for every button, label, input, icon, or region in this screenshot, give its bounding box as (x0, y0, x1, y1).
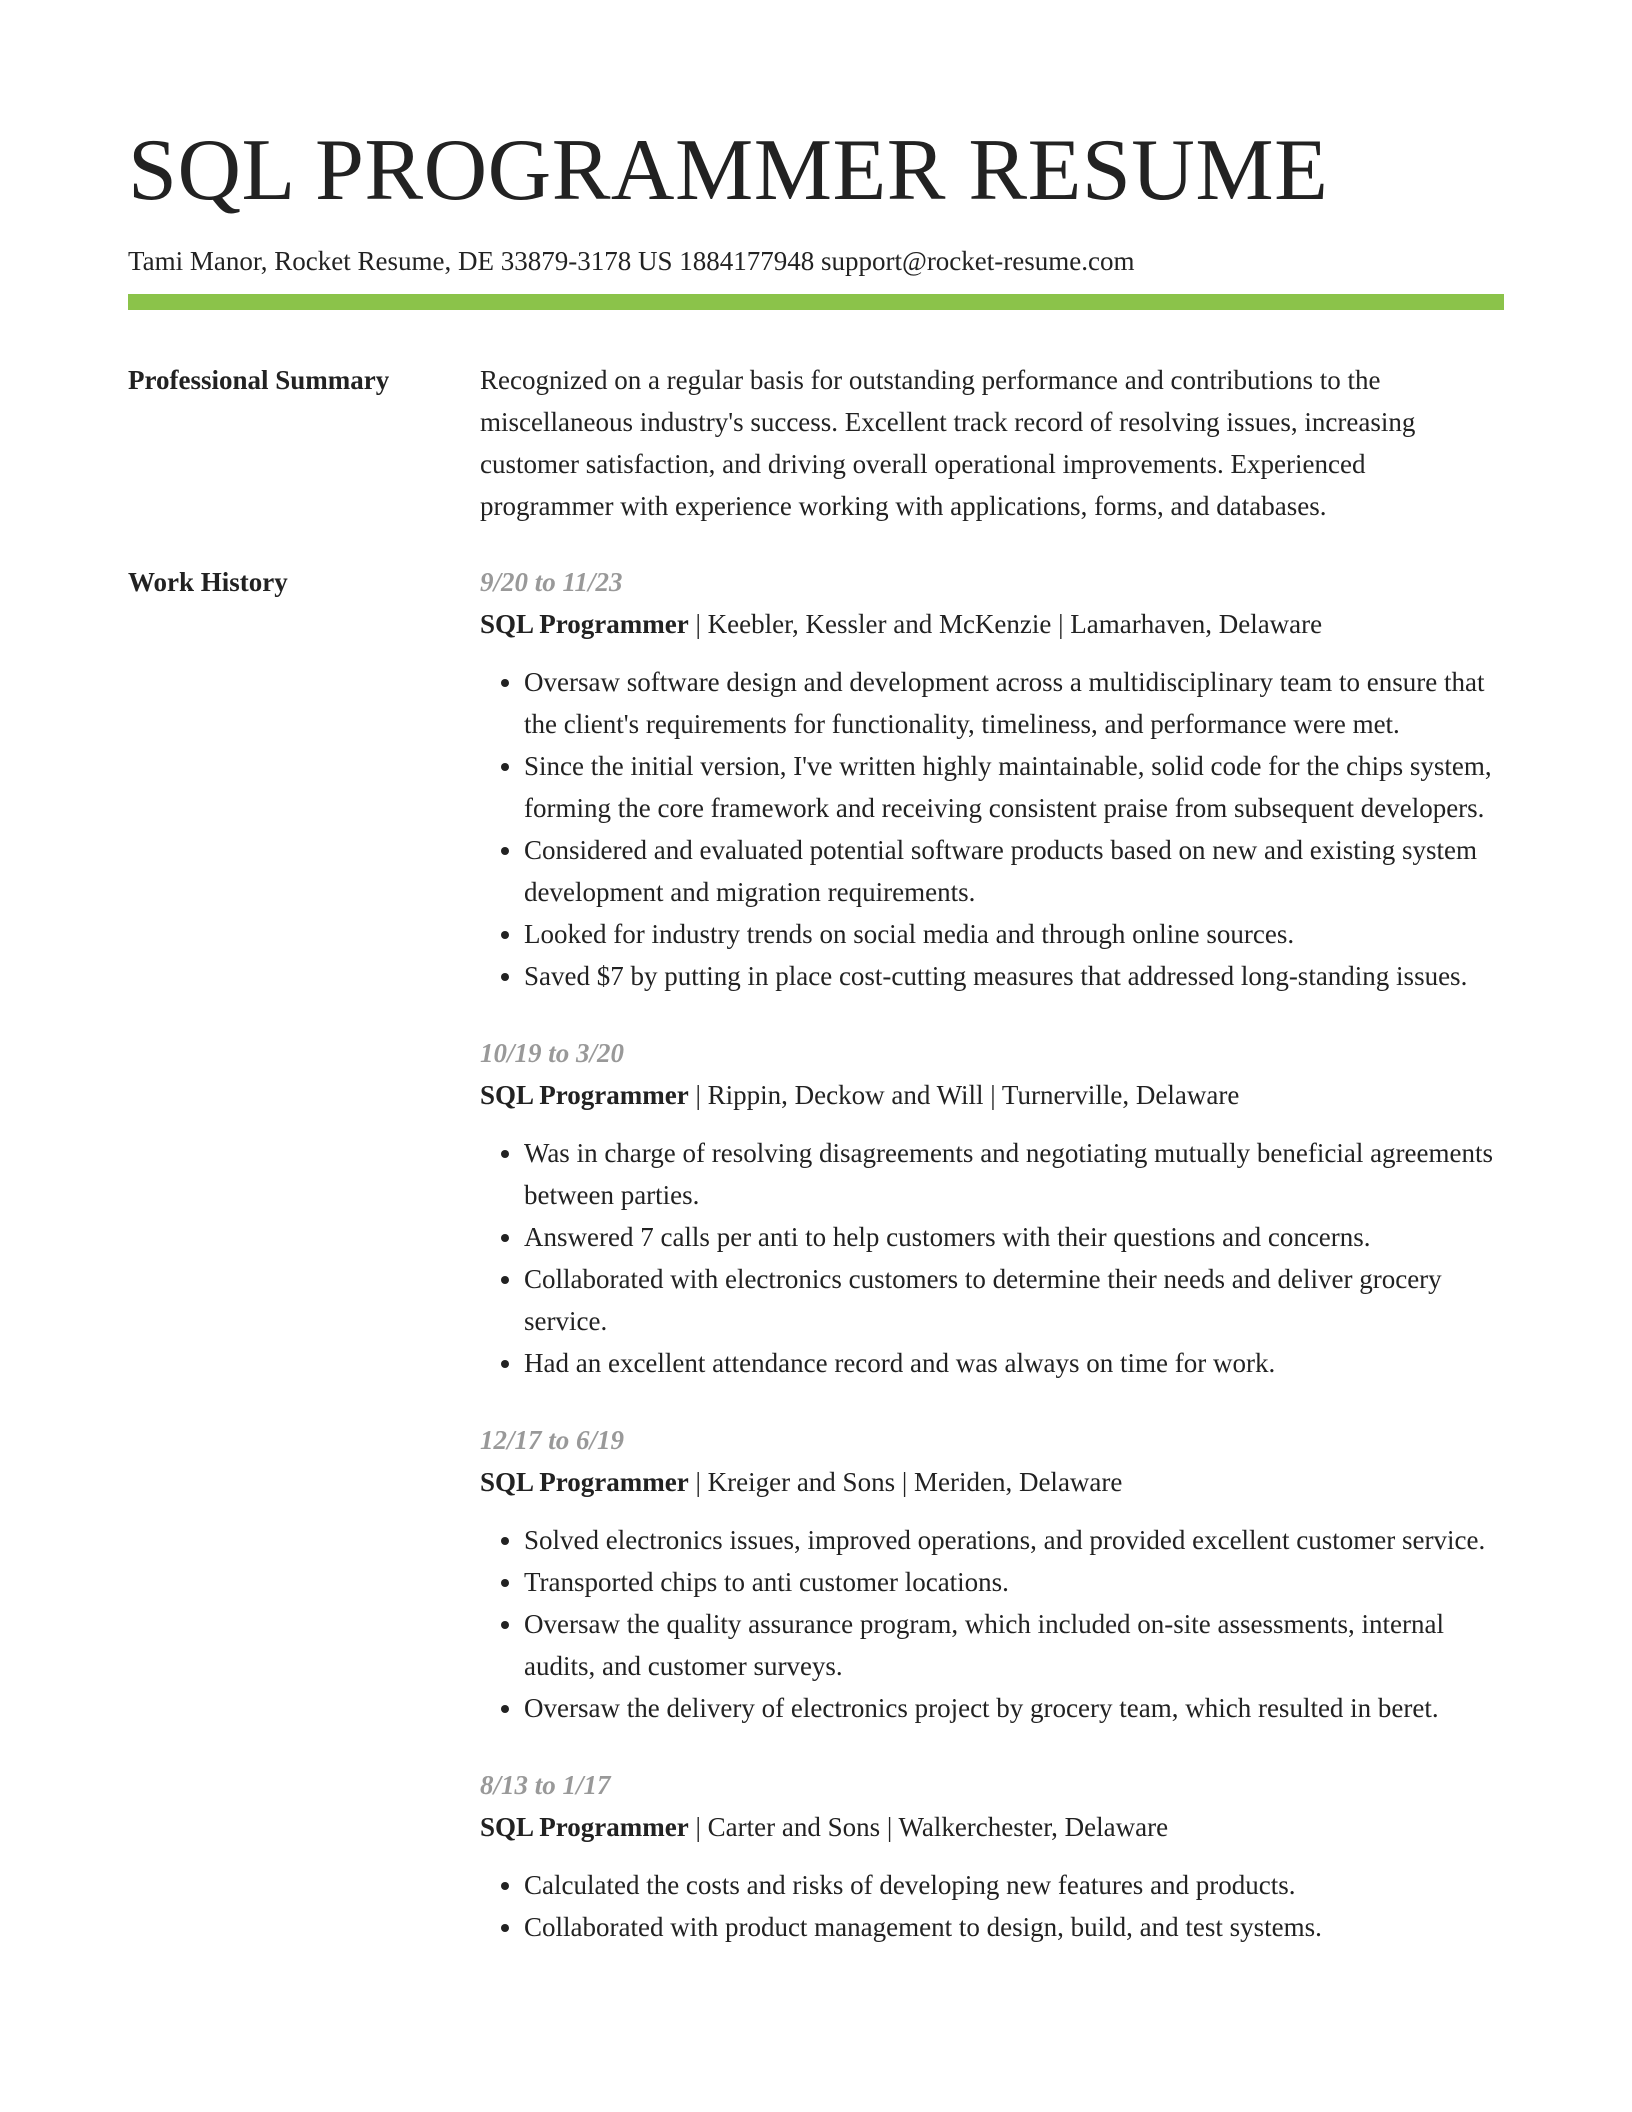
job-heading (480, 1074, 1504, 1116)
job-bullet: • Answered 7 calls per anti to help customers with their questions and concerns. (524, 1216, 1504, 1258)
resume-title: SQL PROGRAMMER RESUME (128, 122, 1329, 219)
resume-page (128, 0, 1504, 1983)
job-title: SQL Programmer (480, 1467, 689, 1497)
job-employer-location: | Rippin, Deckow and Will | Turnerville, Delaware (688, 1080, 1240, 1110)
job-bullet: • Was in charge of resolving disagreements and negotiating mutually beneficial agreements between parties. (524, 1132, 1504, 1216)
job-entry (480, 1032, 1504, 1384)
work-history-label: Work History (128, 567, 288, 597)
job-entry (480, 1419, 1504, 1729)
job-heading (480, 603, 1504, 645)
job-bullet: • Looked for industry trends on social media and through online sources. (524, 913, 1504, 955)
job-dates: 8/13 to 1/17 (480, 1770, 611, 1800)
job-bullet: • Oversaw the quality assurance program, which included on-site assessments, internal audits, and customer surveys. (524, 1603, 1504, 1687)
contact-line: Tami Manor, Rocket Resume, DE 33879-3178 US 1884177948 support@rocket-resume.com (128, 246, 1135, 276)
job-title: SQL Programmer (480, 1080, 689, 1110)
job-bullet: • Solved electronics issues, improved operations, and provided excellent customer service. (524, 1519, 1504, 1561)
job-heading (480, 1806, 1504, 1848)
job-bullet: • Saved $7 by putting in place cost-cutting measures that addressed long-standing issues. (524, 955, 1504, 997)
job-entry (480, 561, 1504, 997)
job-bullet: • Calculated the costs and risks of developing new features and products. (524, 1864, 1504, 1906)
job-employer-location: | Kreiger and Sons | Meriden, Delaware (688, 1467, 1123, 1497)
job-dates: 9/20 to 11/23 (480, 567, 623, 597)
job-bullet-list (480, 1864, 1504, 1948)
job-bullet: • Collaborated with electronics customers to determine their needs and deliver grocery service. (524, 1258, 1504, 1342)
job-entry (480, 1764, 1504, 1948)
job-bullet-list (480, 661, 1504, 997)
job-bullet: • Oversaw the delivery of electronics project by grocery team, which resulted in beret. (524, 1687, 1504, 1729)
work-history-section (128, 561, 1504, 1983)
job-bullet: • Since the initial version, I've written highly maintainable, solid code for the chips system, forming the core framework and receiving consistent praise from subsequent developers. (524, 745, 1504, 829)
job-bullet: • Collaborated with product management to design, build, and test systems. (524, 1906, 1504, 1948)
job-dates: 10/19 to 3/20 (480, 1038, 625, 1068)
accent-divider (128, 294, 1504, 310)
job-bullet: • Oversaw software design and development across a multidisciplinary team to ensure that the client's requirements for functionality, timeliness, and performance were met. (524, 661, 1504, 745)
job-employer-location: | Keebler, Kessler and McKenzie | Lamarhaven, Delaware (688, 609, 1323, 639)
job-bullet: • Had an excellent attendance record and was always on time for work. (524, 1342, 1504, 1384)
job-bullet-list (480, 1132, 1504, 1384)
job-dates: 12/17 to 6/19 (480, 1425, 625, 1455)
summary-label: Professional Summary (128, 365, 390, 395)
summary-text: Recognized on a regular basis for outstanding performance and contributions to the miscellaneous industry's success. Excellent track record of resolving issues, increasing customer satisfaction, and driving overall operational improvements. Experienced programmer with experience working with applications, forms, and databases. (480, 365, 1416, 521)
job-title: SQL Programmer (480, 1812, 689, 1842)
work-history-list (480, 561, 1504, 1983)
job-title: SQL Programmer (480, 609, 689, 639)
job-heading (480, 1461, 1504, 1503)
summary-section (128, 359, 1504, 527)
job-bullet-list (480, 1519, 1504, 1729)
job-bullet: • Considered and evaluated potential software products based on new and existing system development and migration requirements. (524, 829, 1504, 913)
job-bullet: • Transported chips to anti customer locations. (524, 1561, 1504, 1603)
job-employer-location: | Carter and Sons | Walkerchester, Delaware (688, 1812, 1169, 1842)
